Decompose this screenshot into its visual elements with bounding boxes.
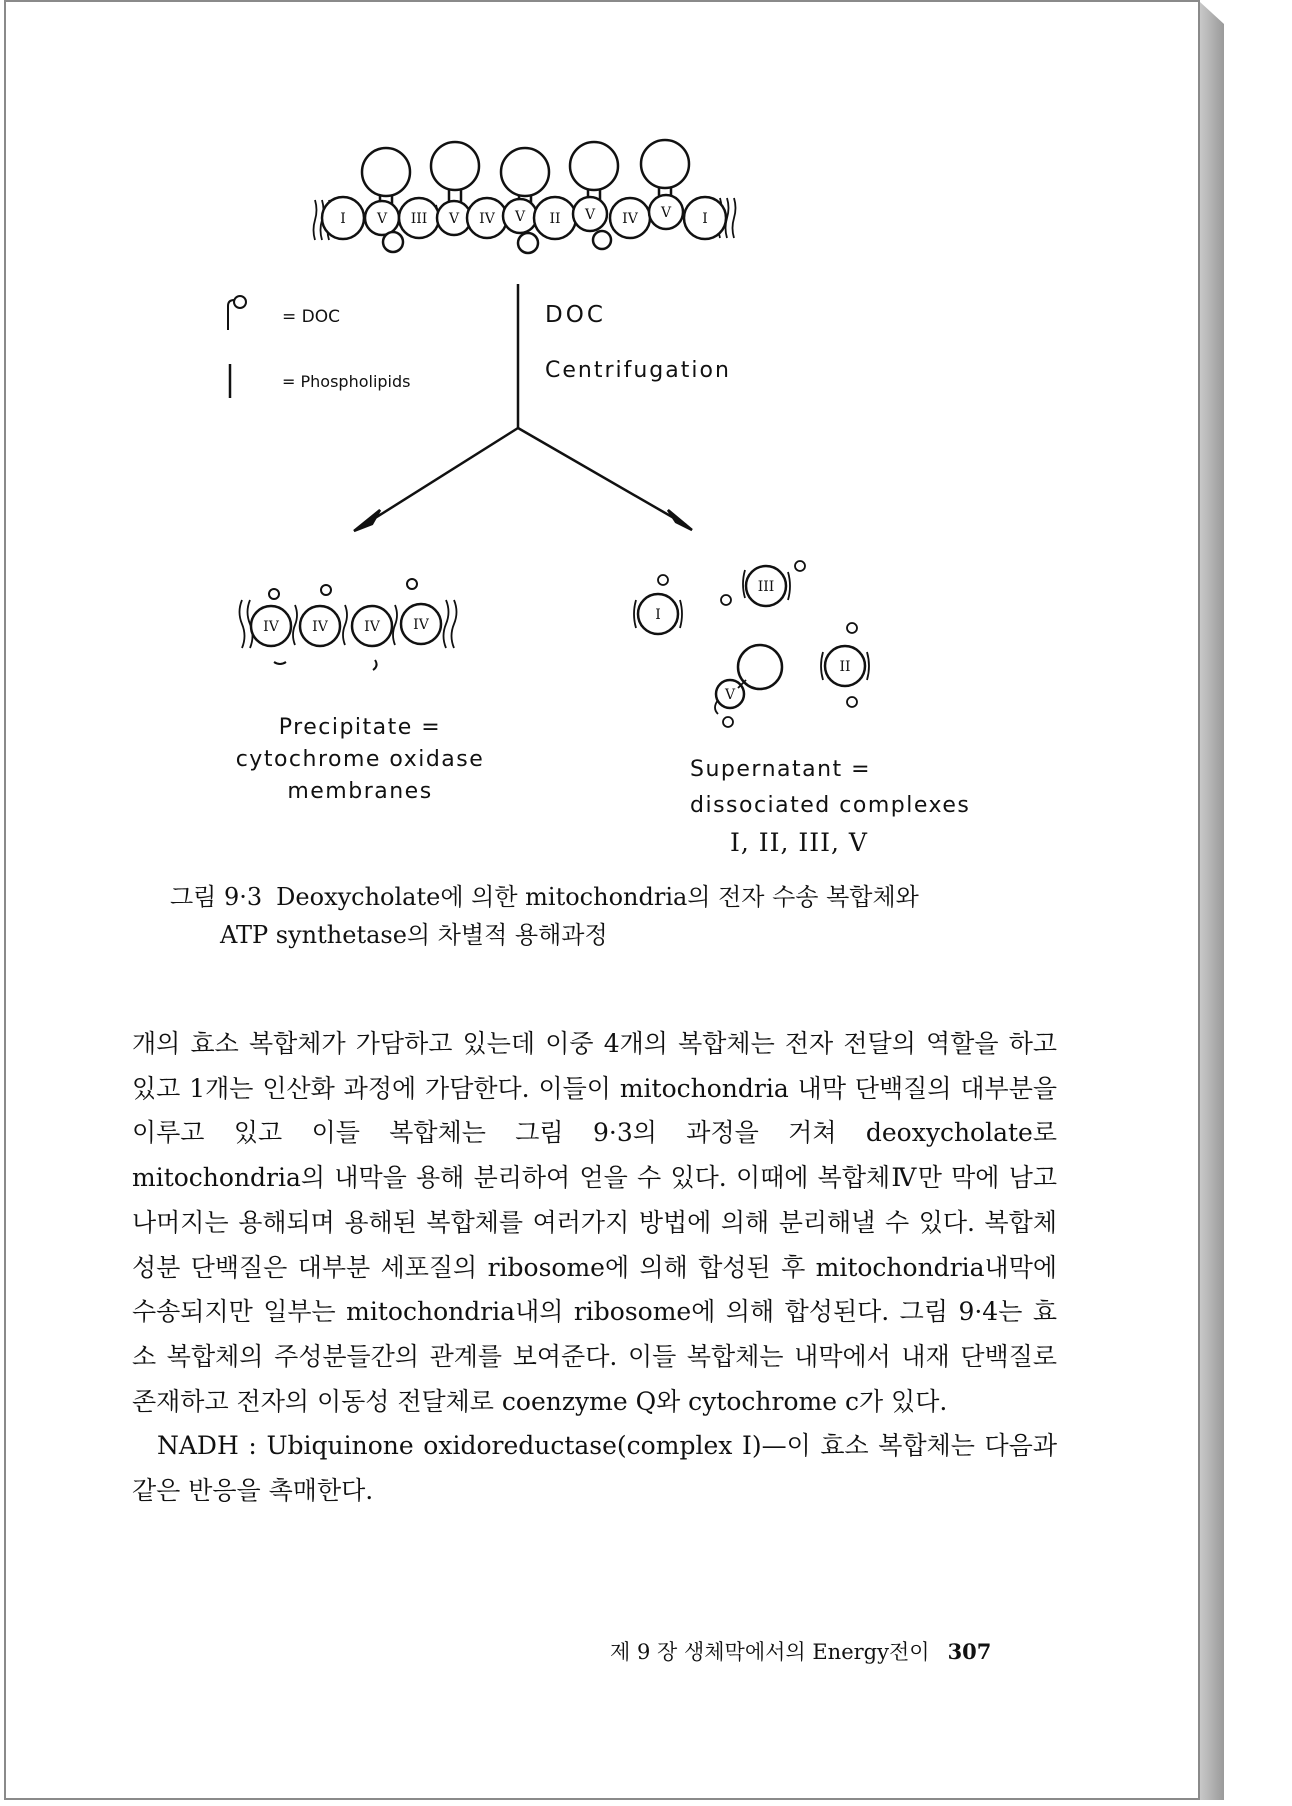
precipitate-complex-label: IV [364, 619, 380, 635]
peripheral-blob [518, 233, 538, 253]
precipitate-label-line: cytochrome oxidase [235, 747, 485, 772]
top-complex-label: V [376, 211, 388, 227]
supernatant-roman-numerals: I, II, III, V [730, 828, 868, 857]
supernatant-complex-label: II [839, 659, 851, 675]
chapter-title: 제 9 장 생체막에서의 Energy전이 [610, 1640, 930, 1664]
top-complex-label: III [410, 211, 428, 227]
body-paragraph: NADH : Ubiquinone oxidoreductase(complex I)—이 효소 복합체는 다음과 같은 반응을 촉매한다. [132, 1431, 1057, 1506]
supernatant-complex-label: III [757, 579, 775, 595]
precipitate-complex-label: IV [263, 619, 279, 635]
precipitate-label [200, 712, 520, 808]
peripheral-blob [593, 231, 611, 249]
precipitate-label-line: membranes [287, 779, 433, 804]
top-complex-label: I [340, 211, 346, 227]
figure-caption [170, 878, 1070, 954]
legend-phospholipids-label: = Phospholipids [282, 372, 411, 391]
supernatant-complex-label: I [655, 607, 661, 623]
supernatant-label [690, 752, 970, 824]
top-complex-label: V [448, 211, 460, 227]
doc-symbol-icon [228, 300, 234, 330]
precipitate-complex-label: IV [413, 617, 429, 633]
caption-line2: ATP synthetase의 차별적 용해과정 [220, 921, 608, 949]
body-paragraph: 개의 효소 복합체가 가담하고 있는데 이중 4개의 복합체는 전자 전달의 역할을 하고 있고 1개는 인산화 과정에 가담한다. 이들이 mitochondria 내막 단백질의 대부분을 이루고 있고 이들 복합체는 그림 9·3의 과정을 거쳐 deoxycholate로 mitochondria의 내막을 용해 분리하여 얻을 수 있다. 이때에 복합체Ⅳ만 막에 남고 나머지는 용해되며 용해된 복합체를 여러가지 방법에 의해 분리해낼 수 있다. 복합체 성분 단백질은 대부분 세포질의 ribosome에 의해 합성된 후 mitochondria내막에 수송되지만 일부는 mitochondria내의 ribosome에 의해 합성된다. 그림 9·4는 효소 복합체의 주성분들간의 관계를 보여준다. 이들 복합체는 내막에서 내재 단백질로 존재하고 전자의 이동성 전달체로 coenzyme Q와 cytochrome c가 있다. [132, 1029, 1057, 1416]
top-complex-label: V [514, 209, 526, 225]
top-complex-label: IV [622, 211, 638, 227]
top-complex-label: I [702, 211, 708, 227]
supernatant-label-line: Supernatant = [690, 757, 872, 782]
top-complex-label: V [584, 207, 596, 223]
step-centrifugation-label: Centrifugation [545, 358, 731, 383]
page-number: 307 [947, 1639, 992, 1664]
caption-line1: Deoxycholate에 의한 mitochondria의 전자 수송 복합체와 [276, 883, 919, 911]
top-complex-label: V [660, 205, 672, 221]
running-footer [610, 1636, 1040, 1666]
peripheral-blob [383, 232, 403, 252]
legend-doc-label: = DOC [282, 307, 340, 327]
top-complex-label: IV [479, 211, 495, 227]
supernatant-complex-label: V [724, 687, 736, 703]
precipitate-complex-label: IV [312, 619, 328, 635]
body-text [132, 1022, 1057, 1514]
precipitate-label-line: Precipitate = [278, 715, 442, 740]
supernatant-label-line: dissociated complexes [690, 793, 971, 818]
top-complex-label: II [549, 211, 561, 227]
caption-number: 그림 9·3 [170, 883, 263, 911]
step-doc-label: DOC [545, 302, 606, 328]
process-arrows [354, 284, 692, 531]
